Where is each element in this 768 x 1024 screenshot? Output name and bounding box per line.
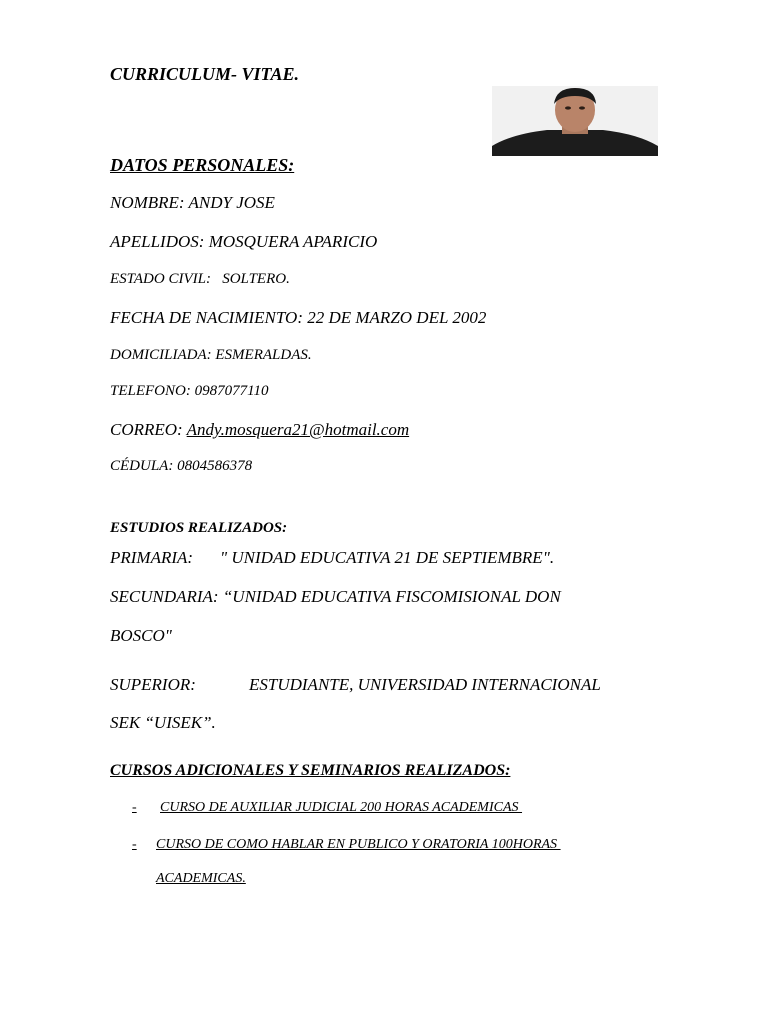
- superior-line-2: SEK “UISEK”.: [110, 713, 216, 732]
- personal-data-heading: DATOS PERSONALES:: [110, 155, 295, 175]
- nombre-line: NOMBRE: ANDY JOSE: [110, 193, 275, 212]
- course-item-1: CURSO DE AUXILIAR JUDICIAL 200 HORAS ACADEMICAS: [160, 800, 523, 815]
- telefono-line: TELEFONO: 0987077110: [110, 383, 269, 399]
- superior-value: ESTUDIANTE, UNIVERSIDAD INTERNACIONAL: [249, 675, 601, 694]
- studies-heading: ESTUDIOS REALIZADOS:: [110, 520, 288, 536]
- course-item-2-line-1: CURSO DE COMO HABLAR EN PUBLICO Y ORATORIA 100HORAS: [156, 837, 561, 852]
- secundaria-line-2: BOSCO": [110, 626, 172, 645]
- primaria-label: PRIMARIA:: [110, 548, 194, 567]
- profile-photo: [492, 86, 658, 156]
- primaria-value: " UNIDAD EDUCATIVA 21 DE SEPTIEMBRE".: [220, 548, 555, 567]
- domicilio-line: DOMICILIADA: ESMERALDAS.: [110, 347, 312, 363]
- cv-title: CURRICULUM- VITAE.: [110, 64, 300, 84]
- course-bullet-2: -: [132, 837, 137, 852]
- secundaria-line-1: SECUNDARIA: “UNIDAD EDUCATIVA FISCOMISIONAL DON: [110, 587, 561, 606]
- email-link[interactable]: Andy.mosquera21@hotmail.com: [186, 420, 410, 439]
- correo-line: [110, 420, 409, 440]
- estado-civil-line: ESTADO CIVIL: SOLTERO.: [110, 271, 290, 287]
- courses-heading: CURSOS ADICIONALES Y SEMINARIOS REALIZADOS:: [110, 762, 511, 779]
- fecha-nacimiento-line: FECHA DE NACIMIENTO: 22 DE MARZO DEL 2002: [110, 308, 487, 327]
- apellidos-line: APELLIDOS: MOSQUERA APARICIO: [110, 232, 378, 251]
- course-item-2-line-2: ACADEMICAS.: [156, 871, 246, 886]
- superior-label: SUPERIOR:: [110, 675, 196, 694]
- cedula-line: CÉDULA: 0804586378: [110, 458, 253, 474]
- correo-label: CORREO:: [110, 420, 187, 439]
- course-bullet-1: -: [132, 800, 137, 815]
